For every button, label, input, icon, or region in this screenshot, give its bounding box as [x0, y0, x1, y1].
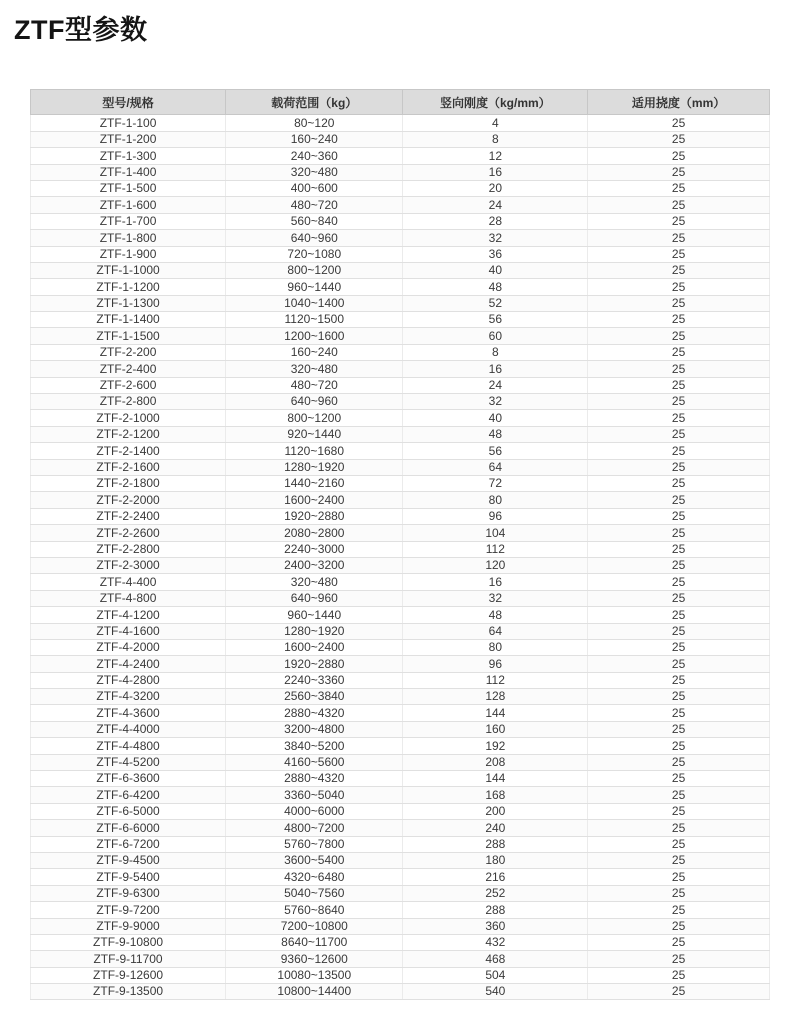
load-range-cell: 400~600 [226, 180, 403, 196]
deflection-cell: 25 [588, 197, 770, 213]
table-row [31, 197, 770, 213]
stiffness-cell: 64 [403, 623, 588, 639]
load-range-cell: 160~240 [226, 344, 403, 360]
table-row [31, 459, 770, 475]
stiffness-cell: 72 [403, 475, 588, 491]
model-cell: ZTF-4-2400 [31, 656, 226, 672]
table-row [31, 557, 770, 573]
stiffness-cell: 216 [403, 869, 588, 885]
deflection-cell: 25 [588, 771, 770, 787]
stiffness-cell: 4 [403, 115, 588, 131]
stiffness-cell: 96 [403, 508, 588, 524]
load-range-cell: 480~720 [226, 377, 403, 393]
model-cell: ZTF-4-1600 [31, 623, 226, 639]
load-range-cell: 3600~5400 [226, 852, 403, 868]
deflection-cell: 25 [588, 443, 770, 459]
model-cell: ZTF-1-800 [31, 230, 226, 246]
deflection-cell: 25 [588, 967, 770, 983]
load-range-cell: 2880~4320 [226, 771, 403, 787]
table-row [31, 639, 770, 655]
table-row [31, 475, 770, 491]
table-row [31, 672, 770, 688]
table-row [31, 246, 770, 262]
model-cell: ZTF-9-11700 [31, 951, 226, 967]
load-range-cell: 3200~4800 [226, 721, 403, 737]
load-range-cell: 2240~3360 [226, 672, 403, 688]
model-cell: ZTF-6-4200 [31, 787, 226, 803]
model-cell: ZTF-1-700 [31, 213, 226, 229]
load-range-cell: 1120~1680 [226, 443, 403, 459]
load-range-cell: 320~480 [226, 361, 403, 377]
stiffness-cell: 16 [403, 574, 588, 590]
model-cell: ZTF-2-1000 [31, 410, 226, 426]
deflection-cell: 25 [588, 312, 770, 328]
model-cell: ZTF-1-1200 [31, 279, 226, 295]
table-row [31, 312, 770, 328]
load-range-cell: 920~1440 [226, 426, 403, 442]
load-range-cell: 3840~5200 [226, 738, 403, 754]
stiffness-cell: 112 [403, 672, 588, 688]
model-cell: ZTF-1-200 [31, 131, 226, 147]
table-row [31, 607, 770, 623]
deflection-cell: 25 [588, 951, 770, 967]
deflection-cell: 25 [588, 787, 770, 803]
load-range-cell: 720~1080 [226, 246, 403, 262]
model-cell: ZTF-2-400 [31, 361, 226, 377]
load-range-cell: 240~360 [226, 148, 403, 164]
deflection-cell: 25 [588, 541, 770, 557]
table-row [31, 951, 770, 967]
model-cell: ZTF-4-3600 [31, 705, 226, 721]
stiffness-cell: 56 [403, 312, 588, 328]
load-range-cell: 1280~1920 [226, 623, 403, 639]
load-range-cell: 640~960 [226, 394, 403, 410]
deflection-cell: 25 [588, 246, 770, 262]
table-row [31, 820, 770, 836]
table-row [31, 590, 770, 606]
deflection-cell: 25 [588, 623, 770, 639]
stiffness-cell: 16 [403, 361, 588, 377]
model-cell: ZTF-4-1200 [31, 607, 226, 623]
table-row [31, 426, 770, 442]
deflection-cell: 25 [588, 279, 770, 295]
table-row [31, 656, 770, 672]
table-row [31, 754, 770, 770]
load-range-cell: 5040~7560 [226, 885, 403, 901]
model-cell: ZTF-4-3200 [31, 689, 226, 705]
table-row [31, 344, 770, 360]
load-range-cell: 1120~1500 [226, 312, 403, 328]
table-row [31, 295, 770, 311]
model-cell: ZTF-2-3000 [31, 557, 226, 573]
model-cell: ZTF-2-2400 [31, 508, 226, 524]
deflection-cell: 25 [588, 934, 770, 950]
header-load-range: 载荷范围（kg） [226, 90, 403, 115]
load-range-cell: 4320~6480 [226, 869, 403, 885]
load-range-cell: 960~1440 [226, 607, 403, 623]
deflection-cell: 25 [588, 525, 770, 541]
deflection-cell: 25 [588, 803, 770, 819]
model-cell: ZTF-9-5400 [31, 869, 226, 885]
table-row [31, 361, 770, 377]
load-range-cell: 1600~2400 [226, 492, 403, 508]
model-cell: ZTF-2-2000 [31, 492, 226, 508]
parameters-table-container [30, 89, 770, 1000]
load-range-cell: 640~960 [226, 590, 403, 606]
stiffness-cell: 180 [403, 852, 588, 868]
deflection-cell: 25 [588, 607, 770, 623]
load-range-cell: 640~960 [226, 230, 403, 246]
model-cell: ZTF-4-2000 [31, 639, 226, 655]
stiffness-cell: 360 [403, 918, 588, 934]
load-range-cell: 10800~14400 [226, 984, 403, 1000]
stiffness-cell: 28 [403, 213, 588, 229]
deflection-cell: 25 [588, 984, 770, 1000]
load-range-cell: 8640~11700 [226, 934, 403, 950]
deflection-cell: 25 [588, 328, 770, 344]
model-cell: ZTF-9-7200 [31, 902, 226, 918]
load-range-cell: 560~840 [226, 213, 403, 229]
load-range-cell: 4000~6000 [226, 803, 403, 819]
table-header-row [31, 90, 770, 115]
load-range-cell: 3360~5040 [226, 787, 403, 803]
stiffness-cell: 144 [403, 771, 588, 787]
load-range-cell: 5760~8640 [226, 902, 403, 918]
deflection-cell: 25 [588, 213, 770, 229]
stiffness-cell: 8 [403, 344, 588, 360]
deflection-cell: 25 [588, 459, 770, 475]
model-cell: ZTF-4-2800 [31, 672, 226, 688]
stiffness-cell: 80 [403, 639, 588, 655]
deflection-cell: 25 [588, 590, 770, 606]
model-cell: ZTF-2-800 [31, 394, 226, 410]
load-range-cell: 2240~3000 [226, 541, 403, 557]
table-row [31, 230, 770, 246]
deflection-cell: 25 [588, 902, 770, 918]
table-row [31, 623, 770, 639]
stiffness-cell: 48 [403, 426, 588, 442]
deflection-cell: 25 [588, 377, 770, 393]
model-cell: ZTF-1-1500 [31, 328, 226, 344]
deflection-cell: 25 [588, 852, 770, 868]
load-range-cell: 2400~3200 [226, 557, 403, 573]
stiffness-cell: 168 [403, 787, 588, 803]
stiffness-cell: 8 [403, 131, 588, 147]
load-range-cell: 10080~13500 [226, 967, 403, 983]
stiffness-cell: 128 [403, 689, 588, 705]
model-cell: ZTF-4-4000 [31, 721, 226, 737]
header-applicable-deflection: 适用挠度（mm） [588, 90, 770, 115]
deflection-cell: 25 [588, 475, 770, 491]
model-cell: ZTF-9-6300 [31, 885, 226, 901]
stiffness-cell: 48 [403, 279, 588, 295]
table-row [31, 803, 770, 819]
deflection-cell: 25 [588, 394, 770, 410]
header-model-spec: 型号/规格 [31, 90, 226, 115]
stiffness-cell: 60 [403, 328, 588, 344]
model-cell: ZTF-9-12600 [31, 967, 226, 983]
model-cell: ZTF-1-1400 [31, 312, 226, 328]
table-row [31, 328, 770, 344]
table-row [31, 574, 770, 590]
stiffness-cell: 200 [403, 803, 588, 819]
load-range-cell: 80~120 [226, 115, 403, 131]
stiffness-cell: 32 [403, 230, 588, 246]
load-range-cell: 2080~2800 [226, 525, 403, 541]
table-row [31, 885, 770, 901]
table-row [31, 180, 770, 196]
deflection-cell: 25 [588, 262, 770, 278]
model-cell: ZTF-9-9000 [31, 918, 226, 934]
model-cell: ZTF-1-300 [31, 148, 226, 164]
stiffness-cell: 32 [403, 394, 588, 410]
stiffness-cell: 32 [403, 590, 588, 606]
load-range-cell: 1040~1400 [226, 295, 403, 311]
table-row [31, 443, 770, 459]
model-cell: ZTF-6-5000 [31, 803, 226, 819]
stiffness-cell: 52 [403, 295, 588, 311]
deflection-cell: 25 [588, 705, 770, 721]
stiffness-cell: 104 [403, 525, 588, 541]
deflection-cell: 25 [588, 131, 770, 147]
model-cell: ZTF-2-1800 [31, 475, 226, 491]
load-range-cell: 9360~12600 [226, 951, 403, 967]
stiffness-cell: 144 [403, 705, 588, 721]
deflection-cell: 25 [588, 508, 770, 524]
deflection-cell: 25 [588, 295, 770, 311]
deflection-cell: 25 [588, 180, 770, 196]
stiffness-cell: 432 [403, 934, 588, 950]
deflection-cell: 25 [588, 557, 770, 573]
table-row [31, 689, 770, 705]
model-cell: ZTF-2-200 [31, 344, 226, 360]
load-range-cell: 320~480 [226, 164, 403, 180]
table-row [31, 148, 770, 164]
page-title: ZTF型参数 [14, 15, 148, 45]
load-range-cell: 480~720 [226, 197, 403, 213]
deflection-cell: 25 [588, 574, 770, 590]
table-row [31, 377, 770, 393]
table-row [31, 967, 770, 983]
deflection-cell: 25 [588, 639, 770, 655]
table-row [31, 508, 770, 524]
stiffness-cell: 80 [403, 492, 588, 508]
model-cell: ZTF-4-400 [31, 574, 226, 590]
model-cell: ZTF-2-2800 [31, 541, 226, 557]
stiffness-cell: 24 [403, 197, 588, 213]
table-row [31, 869, 770, 885]
stiffness-cell: 24 [403, 377, 588, 393]
deflection-cell: 25 [588, 115, 770, 131]
table-row [31, 984, 770, 1000]
table-body [31, 115, 770, 1000]
deflection-cell: 25 [588, 492, 770, 508]
model-cell: ZTF-2-1400 [31, 443, 226, 459]
load-range-cell: 7200~10800 [226, 918, 403, 934]
model-cell: ZTF-2-1600 [31, 459, 226, 475]
deflection-cell: 25 [588, 426, 770, 442]
stiffness-cell: 96 [403, 656, 588, 672]
table-row [31, 131, 770, 147]
deflection-cell: 25 [588, 689, 770, 705]
load-range-cell: 1920~2880 [226, 508, 403, 524]
parameters-table [30, 89, 770, 1000]
model-cell: ZTF-2-2600 [31, 525, 226, 541]
stiffness-cell: 20 [403, 180, 588, 196]
table-row [31, 705, 770, 721]
deflection-cell: 25 [588, 869, 770, 885]
table-row [31, 492, 770, 508]
load-range-cell: 4160~5600 [226, 754, 403, 770]
model-cell: ZTF-1-1000 [31, 262, 226, 278]
model-cell: ZTF-6-7200 [31, 836, 226, 852]
deflection-cell: 25 [588, 738, 770, 754]
load-range-cell: 2560~3840 [226, 689, 403, 705]
table-row [31, 262, 770, 278]
table-row [31, 771, 770, 787]
model-cell: ZTF-4-4800 [31, 738, 226, 754]
load-range-cell: 160~240 [226, 131, 403, 147]
model-cell: ZTF-9-10800 [31, 934, 226, 950]
load-range-cell: 800~1200 [226, 410, 403, 426]
model-cell: ZTF-9-13500 [31, 984, 226, 1000]
model-cell: ZTF-1-1300 [31, 295, 226, 311]
model-cell: ZTF-1-900 [31, 246, 226, 262]
load-range-cell: 1920~2880 [226, 656, 403, 672]
table-row [31, 787, 770, 803]
table-row [31, 918, 770, 934]
model-cell: ZTF-1-600 [31, 197, 226, 213]
stiffness-cell: 240 [403, 820, 588, 836]
table-row [31, 394, 770, 410]
stiffness-cell: 120 [403, 557, 588, 573]
stiffness-cell: 36 [403, 246, 588, 262]
stiffness-cell: 540 [403, 984, 588, 1000]
table-row [31, 836, 770, 852]
model-cell: ZTF-6-6000 [31, 820, 226, 836]
header-vertical-stiffness: 竖向刚度（kg/mm） [403, 90, 588, 115]
model-cell: ZTF-4-800 [31, 590, 226, 606]
table-row [31, 738, 770, 754]
stiffness-cell: 160 [403, 721, 588, 737]
deflection-cell: 25 [588, 918, 770, 934]
table-row [31, 934, 770, 950]
deflection-cell: 25 [588, 230, 770, 246]
stiffness-cell: 48 [403, 607, 588, 623]
deflection-cell: 25 [588, 344, 770, 360]
load-range-cell: 5760~7800 [226, 836, 403, 852]
table-row [31, 541, 770, 557]
model-cell: ZTF-1-100 [31, 115, 226, 131]
load-range-cell: 320~480 [226, 574, 403, 590]
model-cell: ZTF-6-3600 [31, 771, 226, 787]
stiffness-cell: 40 [403, 262, 588, 278]
stiffness-cell: 288 [403, 836, 588, 852]
load-range-cell: 4800~7200 [226, 820, 403, 836]
table-row [31, 213, 770, 229]
table-row [31, 115, 770, 131]
table-row [31, 410, 770, 426]
stiffness-cell: 12 [403, 148, 588, 164]
table-row [31, 852, 770, 868]
deflection-cell: 25 [588, 148, 770, 164]
deflection-cell: 25 [588, 361, 770, 377]
stiffness-cell: 16 [403, 164, 588, 180]
stiffness-cell: 40 [403, 410, 588, 426]
deflection-cell: 25 [588, 836, 770, 852]
table-row [31, 164, 770, 180]
deflection-cell: 25 [588, 656, 770, 672]
model-cell: ZTF-2-1200 [31, 426, 226, 442]
deflection-cell: 25 [588, 754, 770, 770]
deflection-cell: 25 [588, 885, 770, 901]
load-range-cell: 1440~2160 [226, 475, 403, 491]
stiffness-cell: 192 [403, 738, 588, 754]
table-row [31, 525, 770, 541]
load-range-cell: 1600~2400 [226, 639, 403, 655]
deflection-cell: 25 [588, 672, 770, 688]
stiffness-cell: 112 [403, 541, 588, 557]
stiffness-cell: 504 [403, 967, 588, 983]
deflection-cell: 25 [588, 164, 770, 180]
stiffness-cell: 252 [403, 885, 588, 901]
model-cell: ZTF-2-600 [31, 377, 226, 393]
table-row [31, 902, 770, 918]
table-row [31, 279, 770, 295]
deflection-cell: 25 [588, 820, 770, 836]
stiffness-cell: 468 [403, 951, 588, 967]
model-cell: ZTF-1-400 [31, 164, 226, 180]
load-range-cell: 2880~4320 [226, 705, 403, 721]
load-range-cell: 1280~1920 [226, 459, 403, 475]
load-range-cell: 1200~1600 [226, 328, 403, 344]
model-cell: ZTF-4-5200 [31, 754, 226, 770]
stiffness-cell: 208 [403, 754, 588, 770]
load-range-cell: 800~1200 [226, 262, 403, 278]
stiffness-cell: 56 [403, 443, 588, 459]
stiffness-cell: 64 [403, 459, 588, 475]
model-cell: ZTF-9-4500 [31, 852, 226, 868]
table-row [31, 721, 770, 737]
load-range-cell: 960~1440 [226, 279, 403, 295]
model-cell: ZTF-1-500 [31, 180, 226, 196]
deflection-cell: 25 [588, 721, 770, 737]
deflection-cell: 25 [588, 410, 770, 426]
stiffness-cell: 288 [403, 902, 588, 918]
